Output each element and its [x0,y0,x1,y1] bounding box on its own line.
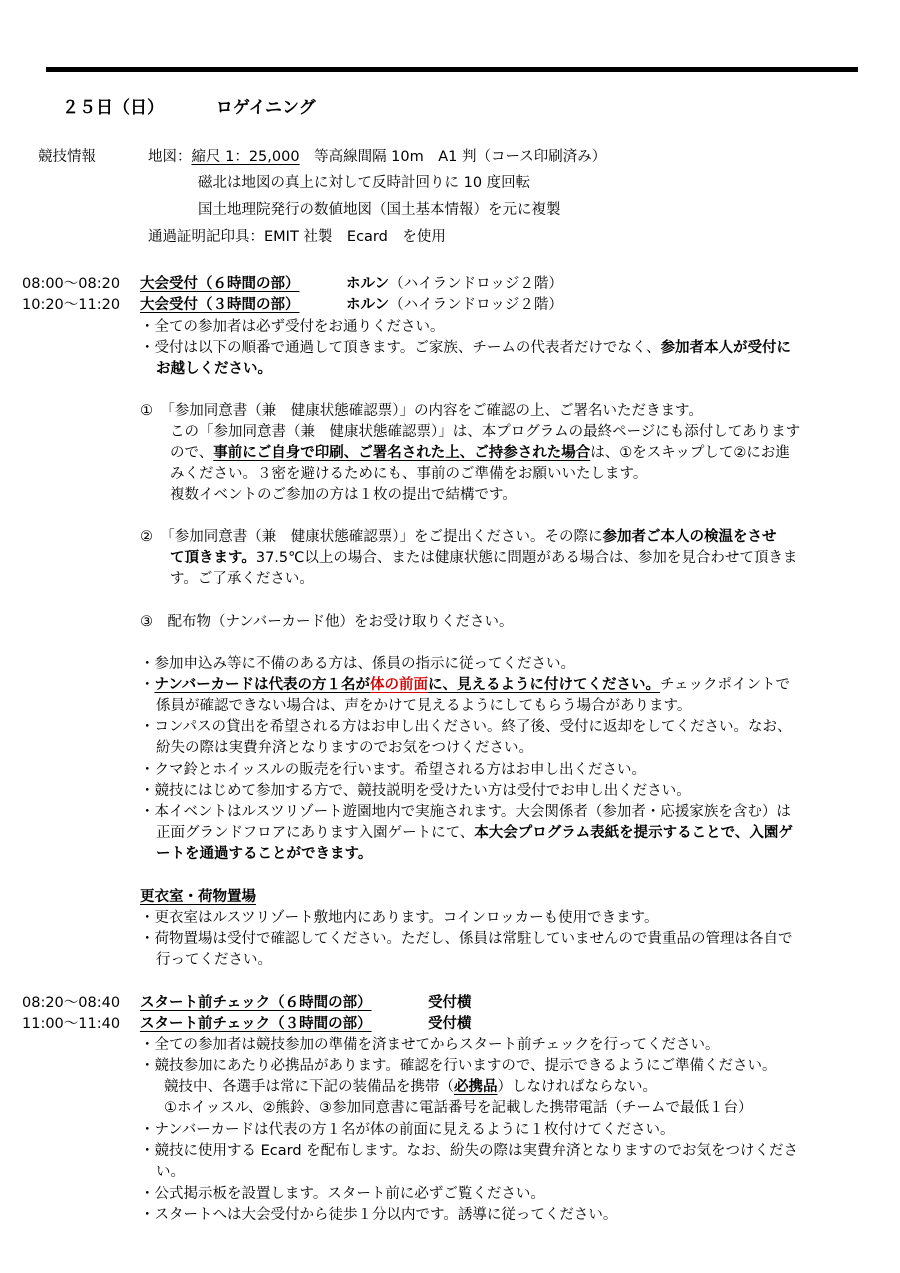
note-number-card: ・ナンバーカードは代表の方１名が体の前面に、見えるように付けてください。チェックポイントで [140,677,791,693]
punch-system-note: 通過証明記印具：EMIT 社製 Ecard を使用 [148,229,446,245]
day-heading [62,96,316,120]
required-items-list: ①ホイッスル、②熊鈴、③参加同意書に電話番号を記載した携帯電話（チームで最低１台） [164,1100,753,1116]
note-compass: ・コンパスの貸出を希望される方はお申し出ください。終了後、受付に返却をしてください。なお、 [140,719,792,735]
start-check-note-5: ・公式掲示板を設置します。スタート前に必ずご覧ください。 [140,1186,545,1202]
map-source-note: 国土地理院発行の数値地図（国土基本情報）を元に複製 [198,202,561,218]
locker-note-1: ・更衣室はルスツリゾート敷地内にあります。コインロッカーも使用できます。 [140,910,659,926]
map-prefix: 地図： [148,149,192,165]
note-venue: ・本イベントはルスツリゾート遊園地内で実施されます。大会関係者（参加者・応援家族を含む）は [140,804,791,820]
start-check-place-6h: 受付横 [428,995,472,1011]
step-1-line-4: みください。３密を避けるためにも、事前のご準備をお願いいたします。 [170,466,648,482]
step-2-line-3: す。ご了承ください。 [170,571,314,587]
reception-bullet-2-cont: お越しください。 [156,361,272,377]
date: ２５日（日） [62,98,164,118]
start-check-note-6: ・スタートへは大会受付から徒歩１分以内です。誘導に従ってください。 [140,1207,618,1223]
note-bear-bell: ・クマ鈴とホイッスルの販売を行います。希望される方はお申し出ください。 [140,762,647,778]
reception-bullet-1: ・全ての参加者は必ず受付をお通りください。 [140,319,445,335]
start-check-time-6h: 08:20～08:40 [22,995,121,1011]
step-1-line-5: 複数イベントのご参加の方は１枚の提出で結構です。 [170,487,517,503]
magnetic-north-note: 磁北は地図の真上に対して反時計回りに 10 度回転 [198,175,531,191]
start-check-note-2: ・競技参加にあたり必携品があります。確認を行いますので、提示できるようにご準備ください。 [140,1058,777,1074]
map-info [148,147,606,168]
note-application: ・参加申込み等に不備のある方は、係員の指示に従ってください。 [140,656,575,672]
map-scale: 縮尺 1：25,000 [191,149,300,165]
locker-note-2-cont: 行ってください。 [156,952,272,968]
step-2: ② 「参加同意書（兼 健康状態確認票）」をご提出ください。その際に参加者ご本人の検温をさせ [140,529,777,545]
reception-title-6h: 大会受付（６時間の部） [140,276,300,292]
event-title: ロゲイニング [215,98,316,118]
reception-title-3h: 大会受付（３時間の部） [140,297,300,313]
step-1: ① 「参加同意書（兼 健康状態確認票）」の内容をご確認の上、ご署名いただきます。 [140,403,703,419]
step-3: ③ 配布物（ナンバーカード他）をお受け取りください。 [140,614,514,630]
competition-info-label: 競技情報 [38,149,96,165]
reception-bullet-2: ・受付は以下の順番で通過して頂きます。ご家族、チームの代表者だけでなく、参加者本人が受付に [140,340,792,356]
reception-time-3h: 10:20～11:20 [22,297,121,313]
step-2-line-2: て頂きます。37.5℃以上の場合、または健康状態に問題がある場合は、参加を見合わせて頂きま [170,550,798,566]
start-check-note-4-cont: い。 [156,1164,185,1180]
note-number-card-cont: 係員が確認できない場合は、声をかけて見えるようにしてもらう場合があります。 [156,698,692,714]
reception-place-6h: ホルン（ハイランドロッジ２階） [346,276,563,292]
start-check-time-3h: 11:00～11:40 [22,1016,121,1032]
step-1-line-2: この「参加同意書（兼 健康状態確認票）」は、本プログラムの最終ページにも添付してあります [170,424,801,440]
start-check-note-4: ・競技に使用する Ecard を配布します。なお、紛失の際は実費弁済となりますのでお気をつけくださ [140,1143,798,1159]
step-1-line-3: ので、事前にご自身で印刷、ご署名された上、ご持参された場合は、①をスキップして②にお進 [170,445,790,461]
note-compass-cont: 紛失の際は実費弁済となりますのでお気をつけください。 [156,740,533,756]
locker-note-2: ・荷物置場は受付で確認してください。ただし、係員は常駐していませんので貴重品の管理は各自で [140,931,793,947]
locker-heading: 更衣室・荷物置場 [140,889,256,905]
note-venue-cont: 正面グランドフロアにあります入園ゲートにて、本大会プログラム表紙を提示することで、入園ゲ [156,825,793,841]
map-detail: 等高線間隔 10m A1 判（コース印刷済み） [299,149,607,165]
note-venue-cont-2: ートを通過することができます。 [156,846,373,862]
start-check-title-3h: スタート前チェック（３時間の部） [140,1016,372,1032]
note-first-time: ・競技にはじめて参加する方で、競技説明を受けたい方は受付でお申し出ください。 [140,783,691,799]
start-check-title-6h: スタート前チェック（６時間の部） [140,995,372,1011]
start-check-note-1: ・全ての参加者は競技参加の準備を済ませてからスタート前チェックを行ってください。 [140,1037,720,1053]
reception-time-6h: 08:00～08:20 [22,276,121,292]
start-check-place-3h: 受付横 [428,1016,472,1032]
reception-place-3h: ホルン（ハイランドロッジ２階） [346,297,563,313]
start-check-note-3: ・ナンバーカードは代表の方１名が体の前面に見えるように１枚付けてください。 [140,1122,675,1138]
required-items-line: 競技中、各選手は常に下記の装備品を携帯（必携品）しなければならない。 [164,1079,657,1095]
top-rule [46,67,858,72]
